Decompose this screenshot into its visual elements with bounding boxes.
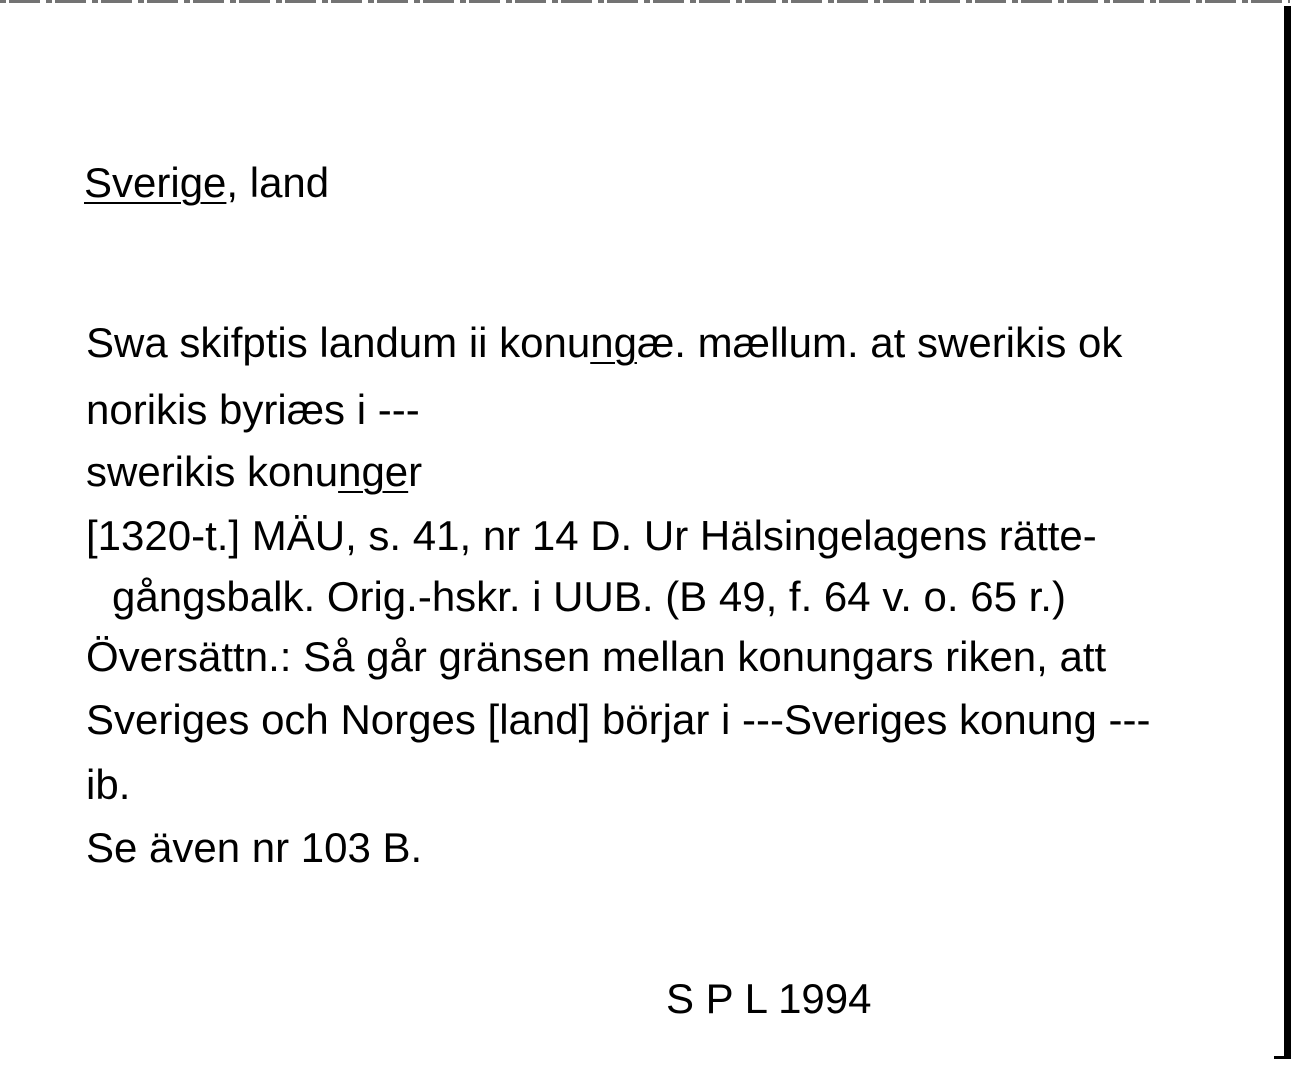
source-line-1: [1320-t.] MÄU, s. 41, nr 14 D. Ur Hälsingelagens rätte- xyxy=(86,512,1097,559)
quote-line-1-text-a: Swa skifptis landum ii konu xyxy=(86,319,591,366)
heading-rest: , land xyxy=(226,159,330,206)
heading-term: Sverige xyxy=(84,159,227,206)
source-line-2: gångsbalk. Orig.-hskr. i UUB. (B 49, f. 64 v. o. 65 r.) xyxy=(112,573,1066,620)
quote-line-1-underlined: ng xyxy=(590,319,637,366)
quote-line-3-text-b: r xyxy=(408,448,423,495)
quote-line-3-underlined: nge xyxy=(338,448,409,495)
quote-line-1 xyxy=(86,318,1122,368)
translation-line-2: Sveriges och Norges [land] börjar i ---Sveriges konung --- xyxy=(86,696,1151,743)
card-heading xyxy=(84,158,329,208)
card-right-edge xyxy=(1284,6,1291,1058)
quote-line-3 xyxy=(86,447,422,497)
translation-line-3: ib. xyxy=(86,761,131,808)
quote-line-2: norikis byriæs i --- xyxy=(86,386,420,433)
quote-line-1-text-b: æ. mællum. at swerikis ok xyxy=(636,319,1123,366)
quote-line-3-text-a: swerikis konu xyxy=(86,448,339,495)
signature: S P L 1994 xyxy=(666,975,872,1022)
translation-line-1: Översättn.: Så går gränsen mellan konungars riken, att xyxy=(86,633,1107,680)
card-top-edge xyxy=(0,0,1290,3)
card-right-edge-foot xyxy=(1274,1056,1291,1059)
see-also: Se även nr 103 B. xyxy=(86,824,423,871)
